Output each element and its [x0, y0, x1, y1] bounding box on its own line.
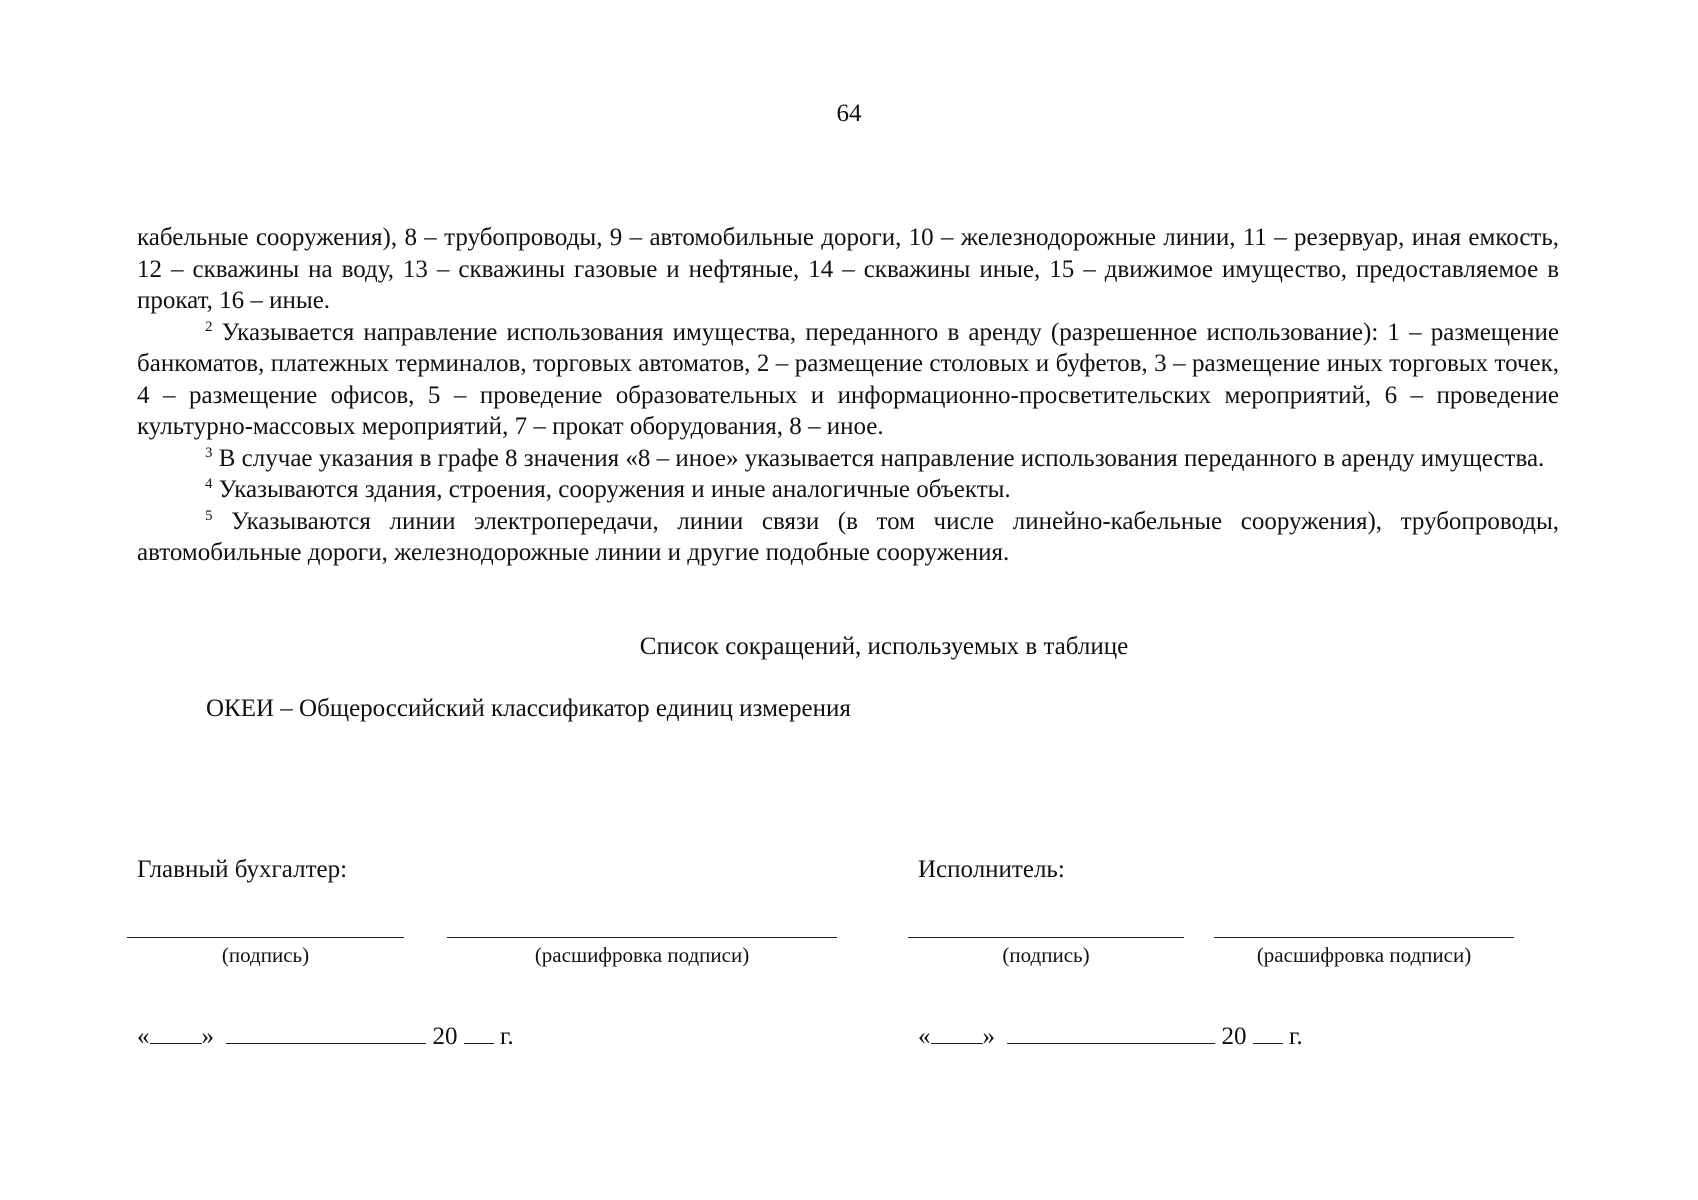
close-quote: »	[201, 1023, 214, 1050]
day-blank	[931, 1023, 983, 1044]
year-prefix: 20	[1221, 1023, 1247, 1050]
footnote-number: 3	[205, 444, 213, 461]
year-suffix: г.	[1289, 1023, 1303, 1050]
footnote-text: В случае указания в графе 8 значения «8 – иное» указывается направление использования переданного в аренду имущества.	[218, 444, 1545, 472]
footnotes-block	[137, 222, 1559, 569]
executor-title: Исполнитель:	[918, 856, 1065, 883]
open-quote: «	[137, 1023, 150, 1050]
abbreviation-item: ОКЕИ – Общероссийский классификатор единиц измерения	[206, 695, 851, 722]
footnote-text: Указываются линии электропередачи, линии связи (в том числе линейно-кабельные сооружения), трубопроводы, автомобильные дороги, железнодорожные линии и другие подобные сооружения.	[137, 507, 1559, 566]
footnote-number: 5	[205, 507, 213, 524]
day-blank	[150, 1023, 202, 1044]
date-line-left	[137, 1023, 514, 1051]
year-prefix: 20	[432, 1023, 458, 1050]
month-blank	[226, 1023, 426, 1044]
footnote-text: Указываются здания, строения, сооружения и иные аналогичные объекты.	[218, 476, 1011, 503]
footnote-text: Указывается направление использования имущества, переданного в аренду (разрешенное использование): 1 – размещение банкоматов, платежных терминалов, торговых автоматов, 2 – размещение столовых и буфетов, 3 – размещение иных торговых точек, 4 – размещение офисов, 5 – проведение образовательных и информационно-просветительских мероприятий, 6 – проведение культурно-массовых мероприятий, 7 – прокат оборудования, 8 – иное.	[137, 318, 1559, 440]
signature-decoding-caption: (расшифровка подписи)	[534, 943, 750, 967]
signature-caption: (подпись)	[1002, 943, 1090, 967]
open-quote: «	[918, 1023, 931, 1050]
year-blank	[464, 1023, 494, 1044]
date-line-right	[918, 1023, 1303, 1051]
footnote-5	[137, 506, 1559, 569]
footnote-number: 2	[205, 318, 213, 335]
year-suffix: г.	[500, 1023, 514, 1050]
signature-caption: (подпись)	[221, 943, 310, 967]
signature-decoding-line	[447, 937, 837, 938]
continuation-paragraph: кабельные сооружения), 8 – трубопроводы, 9 – автомобильные дороги, 10 – железнодорожные линии, 11 – резервуар, иная емкость, 12 – скважины на воду, 13 – скважины газовые и нефтяные, 14 – скважины иные, 15 – движимое имущество, предоставляемое в прокат, 16 – иные.	[137, 224, 1559, 314]
footnote-3	[137, 443, 1559, 475]
footnote-4	[137, 474, 1559, 506]
month-blank	[1007, 1023, 1215, 1044]
close-quote: »	[982, 1023, 995, 1050]
signature-decoding-caption: (расшифровка подписи)	[1256, 943, 1472, 967]
signature-decoding-line	[1214, 937, 1514, 938]
page-number: 64	[836, 100, 862, 127]
footnote-2	[137, 317, 1559, 443]
abbreviations-title: Список сокращений, используемых в таблице	[639, 633, 1129, 660]
signature-line	[127, 937, 404, 938]
year-blank	[1253, 1023, 1283, 1044]
footnote-number: 4	[205, 476, 213, 492]
signature-line	[908, 937, 1184, 938]
chief-accountant-title: Главный бухгалтер:	[137, 856, 348, 883]
